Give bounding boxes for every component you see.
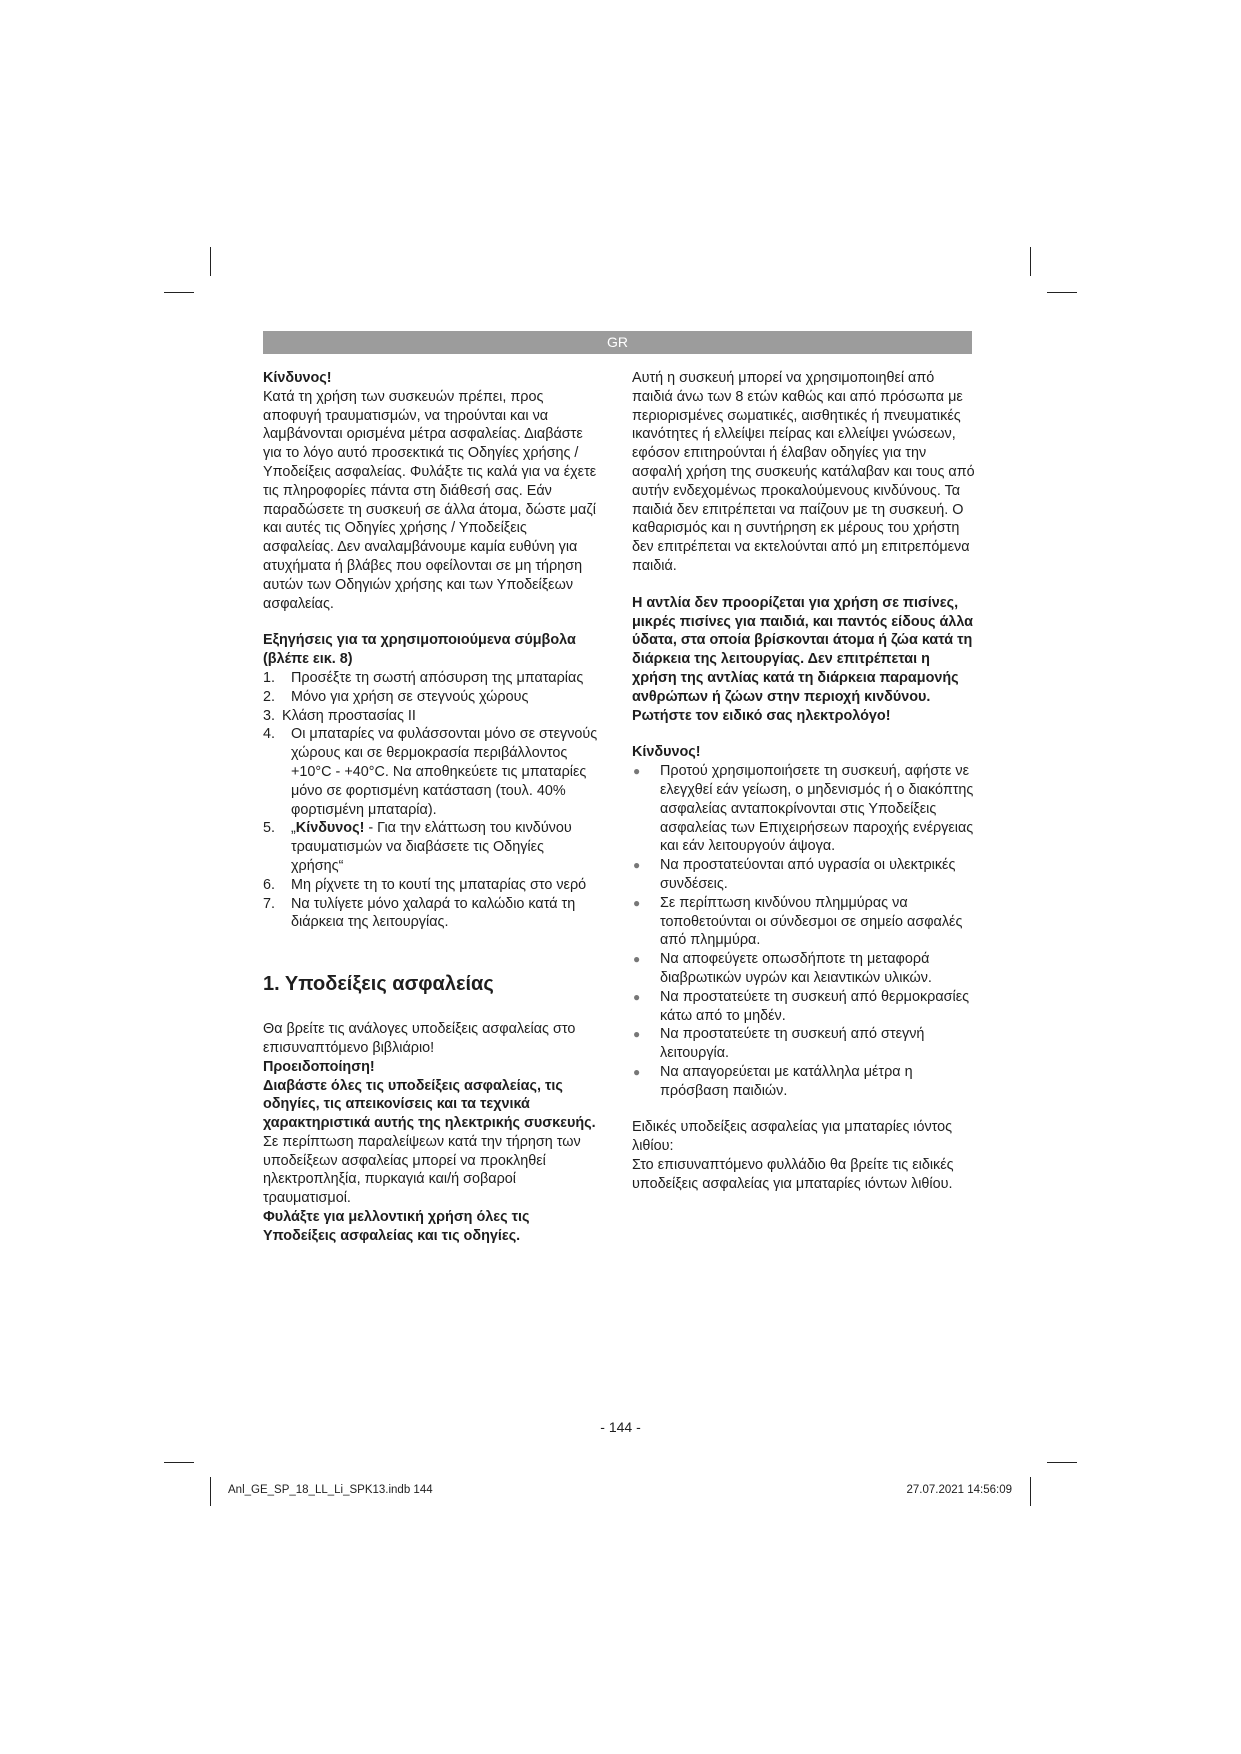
list-item — [263, 725, 598, 819]
list-number: 1. — [263, 669, 276, 686]
bullet-text: Να προστατεύονται από υγρασία οι υλεκτρικές συνδέσεις. — [660, 857, 956, 892]
list-quote-prefix: „ — [291, 820, 296, 837]
list-bold-text: Κίνδυνος! — [295, 820, 365, 837]
bullet-icon: ● — [633, 989, 641, 1004]
list-item — [263, 819, 598, 875]
section-title: 1. Υποδείξεις ασφαλείας — [263, 973, 494, 996]
list-item — [632, 1025, 977, 1063]
danger-bullet-list — [632, 762, 977, 1100]
symbols-list — [263, 669, 598, 932]
list-number: 6. — [263, 876, 276, 893]
battery-paragraph: Στο επισυναπτόμενο φυλλάδιο θα βρείτε τις ειδικές υποδείξεις ασφαλείας για μπαταρίες ιόντων λιθίου. — [632, 1157, 954, 1192]
list-item — [263, 707, 598, 726]
page-number: - 144 - — [600, 1419, 641, 1435]
list-number: 5. — [263, 820, 276, 837]
footer-filename: Anl_GE_SP_18_LL_Li_SPK13.indb 144 — [228, 1484, 433, 1496]
list-item — [263, 876, 598, 895]
bullet-icon: ● — [633, 952, 641, 967]
crop-mark-top-left-horizontal — [164, 292, 194, 293]
crop-mark-top-right-horizontal — [1047, 292, 1077, 293]
crop-mark-bottom-left-horizontal — [164, 1462, 194, 1463]
danger-paragraph: Κατά τη χρήση των συσκευών πρέπει, προς αποφυγή τραυματισμών, να τηρούνται και να λαμβάνονται ορισμένα μέτρα ασφαλείας. Διαβάστε για το λόγο αυτό προσεκτικά τις Οδηγίες χρήσης / Υποδείξεις ασφαλείας. Φυλάξτε τις καλά για να έχετε τις πληροφορίες πάντα στη διάθεσή σας. Εάν παραδώσετε τη συσκευή σε άλλα άτομα, δώστε μαζί και αυτές τις Οδηγίες χρήσης / Υποδείξεις ασφαλείας. Δεν αναλαμβάνουμε καμία ευθύνη για ατυχήματα ή βλάβες που οφείλονται σε μη τήρηση αυτών των Οδηγιών χρήσης και των Υποδείξεων ασφαλείας. — [263, 388, 597, 612]
list-number: 7. — [263, 895, 276, 912]
list-item — [632, 988, 977, 1026]
crop-mark-bottom-right-vertical — [1030, 1477, 1031, 1506]
crop-mark-bottom-left-vertical — [210, 1477, 211, 1506]
list-text: Κλάση προστασίας II — [282, 707, 416, 724]
list-text: - Για την ελάττωση του κινδύνου τραυματισμών να διαβάσετε τις Οδηγίες χρήσης“ — [291, 820, 572, 874]
language-code: GR — [607, 334, 628, 350]
warning-text: Σε περίπτωση παραλείψεων κατά την τήρηση των υποδείξεων ασφαλείας μπορεί να προκληθεί ηλεκτροπληξία, πυρκαγιά και/ή σοβαροί τραυματισμοί. — [263, 1133, 581, 1207]
list-item — [263, 688, 598, 707]
left-column — [263, 369, 598, 1246]
list-item — [632, 950, 977, 988]
warning-title: Προειδοποίηση! — [263, 1058, 375, 1075]
bullet-text: Προτού χρησιμοποιήσετε τη συσκευή, αφήστε νε ελεγχθεί εάν γείωση, ο μηδενισμός ή ο διακόπτης ασφαλείας ανταποκρίνονται στις Υποδείξεις ασφαλείας των Επιχειρήσεων παροχής ενέργειας και εάν λειτουργούν άψογα. — [660, 763, 974, 855]
battery-title: Ειδικές υποδείξεις ασφαλείας για μπαταρίες ιόντος λιθίου: — [632, 1119, 953, 1155]
bullet-icon: ● — [633, 858, 641, 873]
list-item — [632, 762, 977, 856]
list-text: Μόνο για χρήση σε στεγνούς χώρους — [291, 688, 529, 705]
list-text: Προσέξτε τη σωστή απόσυρση της μπαταρίας — [291, 669, 584, 686]
keep-instructions: Φυλάξτε για μελλοντική χρήση όλες τις Υποδείξεις ασφαλείας και τις οδηγίες. — [263, 1209, 530, 1244]
danger-title-2: Κίνδυνος! — [632, 744, 701, 761]
danger-title: Κίνδυνος! — [263, 370, 332, 386]
list-number: 2. — [263, 688, 276, 705]
bullet-text: Να απαγορεύεται με κατάλληλα μέτρα η πρόσβαση παιδιών. — [660, 1063, 913, 1099]
list-number: 4. — [263, 726, 276, 743]
bullet-icon: ● — [633, 764, 641, 779]
pump-warning: Η αντλία δεν προορίζεται για χρήση σε πισίνες, μικρές πισίνες για παιδιά, και παντός είδους άλλα ύδατα, στα οποία βρίσκονται άτομα ή ζώα κατά τη διάρκεια της λειτουργίας. Δεν επιτρέπεται η χρήση της αντλίας κατά τη διάρκεια παραμονής ανθρώπων ή ζώων στην περιοχή κινδύνου. Ρωτήστε τον ειδικό σας ηλεκτρολόγο! — [632, 594, 974, 724]
list-text: Μη ρίχνετε τη το κουτί της μπαταρίας στο νερό — [291, 876, 587, 893]
list-number: 3. — [263, 707, 276, 724]
crop-mark-bottom-right-horizontal — [1047, 1462, 1077, 1463]
list-item — [263, 895, 598, 933]
bullet-text: Σε περίπτωση κινδύνου πλημμύρας να τοποθετούνται οι σύνδεσμοι σε σημείο ασφαλές από πλημμύρα. — [660, 894, 963, 949]
right-column — [632, 369, 977, 1194]
list-item — [263, 669, 598, 688]
symbols-heading: Εξηγήσεις για τα χρησιμοποιούμενα σύμβολα (βλέπε εικ. 8) — [263, 632, 576, 668]
footer-datetime: 27.07.2021 14:56:09 — [906, 1484, 1012, 1496]
bullet-text: Να προστατεύετε τη συσκευή από θερμοκρασίες κάτω από το μηδέν. — [660, 988, 970, 1024]
warning-bold-text: Διαβάστε όλες τις υποδείξεις ασφαλείας, τις οδηγίες, τις απεικονίσεις και τα τεχνικά χαρακτηριστικά αυτής της ηλεκτρικής συσκευής. — [263, 1077, 596, 1132]
list-item — [632, 894, 977, 950]
bullet-icon: ● — [633, 1027, 641, 1042]
bullet-text: Να προστατεύετε τη συσκευή από στεγνή λειτουργία. — [660, 1026, 925, 1062]
bullet-text: Να αποφεύγετε οπωσδήποτε τη μεταφορά διαβρωτικών υγρών και λειαντικών υλικών. — [660, 951, 932, 986]
language-header-bar — [263, 331, 972, 354]
crop-mark-top-right-vertical — [1030, 247, 1031, 276]
section-intro: Θα βρείτε τις ανάλογες υποδείξεις ασφαλείας στο επισυναπτόμενο βιβλιάριο! — [263, 1021, 576, 1056]
list-text: Να τυλίγετε μόνο χαλαρά το καλώδιο κατά τη διάρκεια της λειτουργίας. — [291, 895, 576, 931]
list-item — [632, 856, 977, 894]
bullet-icon: ● — [633, 1064, 641, 1079]
bullet-icon: ● — [633, 895, 641, 910]
list-item — [632, 1063, 977, 1101]
list-text: Οι μπαταρίες να φυλάσσονται μόνο σε στεγνούς χώρους και σε θερμοκρασία περιβάλλοντος +10°C - +40°C. Να αποθηκεύετε τις μπαταρίες μόνο σε φορτισμένη κατάσταση (τουλ. 40% φορτισμένη μπαταρία). — [291, 726, 598, 818]
crop-mark-top-left-vertical — [210, 247, 211, 276]
children-paragraph: Αυτή η συσκευή μπορεί να χρησιμοποιηθεί από παιδιά άνω των 8 ετών καθώς και από πρόσωπα με περιορισμένες σωματικές, αισθητικές ή πνευματικές ικανότητες ή ελλείψει πείρας και ελλείψει γνώσεων, εφόσον επιτηρούνται ή έλαβαν οδηγίες για την ασφαλή χρήση της συσκευής κατάλαβαν και τους από αυτήν ενδεχομένως προκαλούμενους κινδύνους. Τα παιδιά δεν επιτρέπεται να παίζουν με τη συσκευή. Ο καθαρισμός και η συντήρηση εκ μέρους του χρήστη δεν επιτρέπεται να εκτελούνται από μη επιτρεπόμενα παιδιά. — [632, 370, 975, 574]
warning-paragraph — [263, 1077, 598, 1209]
